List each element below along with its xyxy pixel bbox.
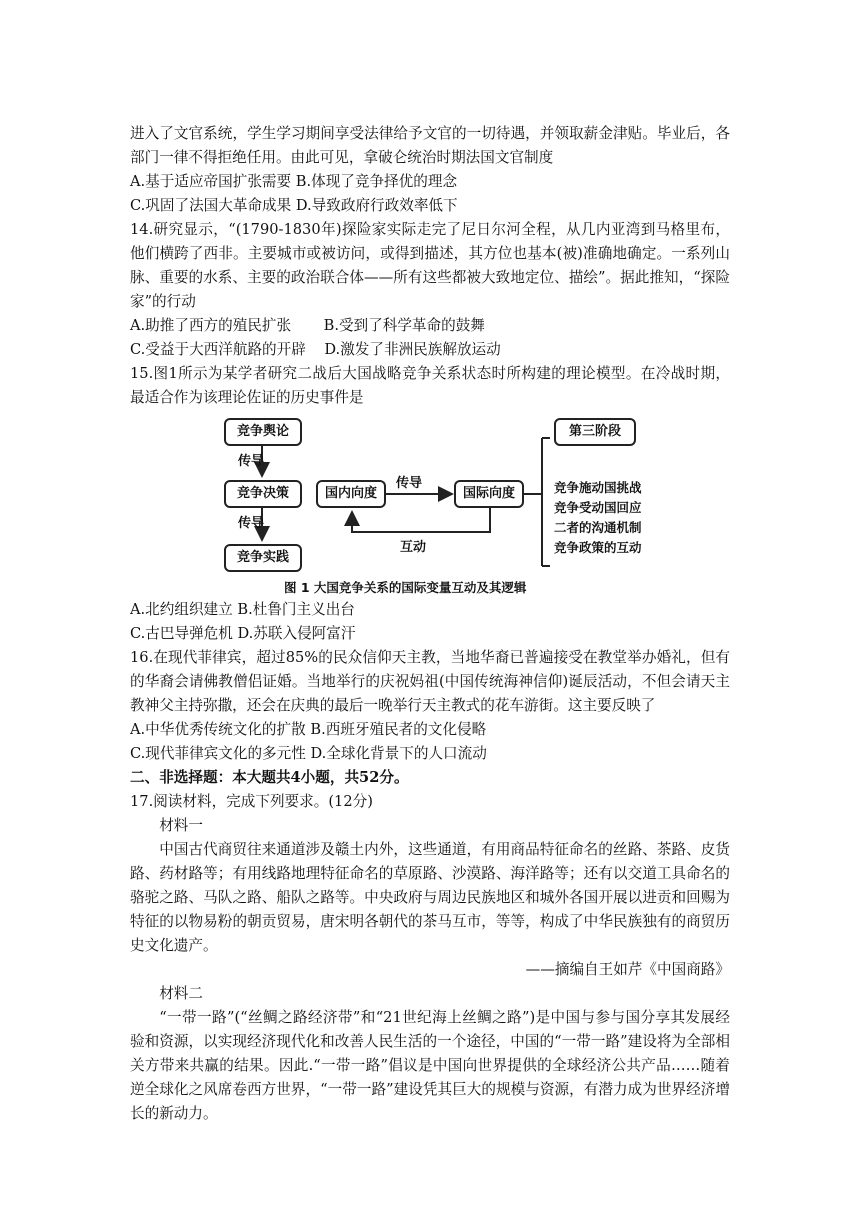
q13-options-ab: A.基于适应帝国扩张需要 B.体现了竞争择优的理念 — [130, 173, 458, 190]
q15-stem: 15.图1所示为某学者研究二战后大国战略竞争关系状态时所构建的理论模型。在冷战时期，最适合作为该理论佐证的历史事件是 — [130, 365, 730, 406]
stage-item: 竞争政策的互动 — [554, 540, 642, 555]
material-2-text: “一带一路”(“丝鲷之路经济带”和“21世纪海上丝鲷之路”)是中国与参与国分享其发展经验和资源，以实现经济现代化和改善人民生活的一个途径，中国的“一带一路”建设将为全部相关方带来共赢的结果。因此.“一带一路”倡议是中国向世界提供的全球经济公共产品……随着逆全球化之风席卷西方世界，“一带一路”建设凭其巨大的规模与资源，有潜力成为世界经济增长的新动力。 — [130, 1009, 730, 1122]
q16-stem: 16.在现代菲律宾，超过85%的民众信仰天主教，当地华裔已普遍接受在教堂举办婚礼，但有的华裔会请佛教僧侣证婚。当地举行的庆祝妈祖(中国传统海神信仰)诞辰活动，不但会请天主教神父主持弥撒，还会在庆典的最后一晚举行天主教式的花车游街。这主要反映了 — [130, 649, 730, 714]
figure-1-diagram — [224, 414, 664, 594]
exam-page — [130, 122, 730, 1126]
q13-stem-tail: 进入了文官系统，学生学习期间享受法律给予文官的一切待遇，并领取薪金津贴。毕业后，各部门一律不得拒绝任用。由此可见，拿破仑统治时期法国文官制度 — [130, 125, 730, 166]
stage-item: 竞争施动国挑战 — [554, 480, 642, 495]
box-competition-opinion: 竞争舆论 — [224, 418, 302, 446]
box-international-dimension: 国际向度 — [454, 480, 524, 508]
stage-item: 竞争受动国回应 — [554, 500, 642, 515]
section-2-heading: 二、非选择题：本大题共4小题，共52分。 — [130, 769, 409, 786]
q16-options-ab: A.中华优秀传统文化的扩散 B.西班牙殖民者的文化侵略 — [130, 721, 487, 738]
q17-stem: 17.阅读材料，完成下列要求。(12分) — [130, 793, 373, 810]
q15-options-cd: C.古巴导弹危机 D.苏联入侵阿富汗 — [130, 625, 356, 642]
q14-options-cd: C.受益于大西洋航路的开辟 D.激发了非洲民族解放运动 — [130, 341, 501, 358]
q14-options-ab: A.助推了西方的殖民扩张 B.受到了科学革命的鼓舞 — [130, 317, 485, 334]
box-competition-practice: 竞争实践 — [224, 544, 302, 572]
q15-options-ab: A.北约组织建立 B.杜鲁门主义出台 — [130, 601, 355, 618]
figure-caption: 图 1 大国竞争关系的国际变量互动及其逻辑 — [284, 580, 527, 595]
box-domestic-dimension: 国内向度 — [316, 480, 386, 508]
material-1-source: ——摘编自王如芹《中国商路》 — [525, 961, 730, 978]
q14-stem: 14.研究显示，“(1790-1830年)探险家实际走完了尼日尔河全程，从几内亚湾到马格里布，他们横跨了西非。主要城市或被访问，或得到描述，其方位也基本(被)准确地确定。一系列山脉、重要的水系、主要的政治联合体——所有这些都被大致地定位、描绘”。据此推知，“探险家”的行动 — [130, 221, 730, 310]
box-competition-decision: 竞争决策 — [224, 480, 302, 508]
left-arrow-label-1: 传导 — [238, 454, 265, 469]
q13-options-cd: C.巩固了法国大革命成果 D.导致政府行政效率低下 — [130, 197, 458, 214]
material-1-text: 中国古代商贸往来通道涉及赣土内外，这些通道，有用商品特征命名的丝路、茶路、皮货路、药材路等；有用线路地理特征命名的草原路、沙漠路、海洋路等；还有以交道工具命名的骆驼之路、马队之路、船队之路等。中央政府与周边民族地区和城外各国开展以进贡和回赐为特征的以物易粉的朝贡贸易，唐宋明各朝代的茶马互市，等等，构成了中华民族独有的商贸历史文化遗产。 — [130, 841, 730, 954]
mid-back-label: 互动 — [400, 540, 427, 555]
stage-item: 二者的沟通机制 — [554, 520, 642, 535]
material-2-title: 材料二 — [159, 985, 203, 1002]
mid-arrow-label: 传导 — [396, 476, 423, 491]
box-third-stage: 第三阶段 — [554, 418, 636, 446]
left-arrow-label-2: 传导 — [238, 516, 265, 531]
stage-items — [554, 478, 642, 558]
q16-options-cd: C.现代菲律宾文化的多元性 D.全球化背景下的人口流动 — [130, 745, 487, 762]
material-1-title: 材料一 — [159, 817, 203, 834]
